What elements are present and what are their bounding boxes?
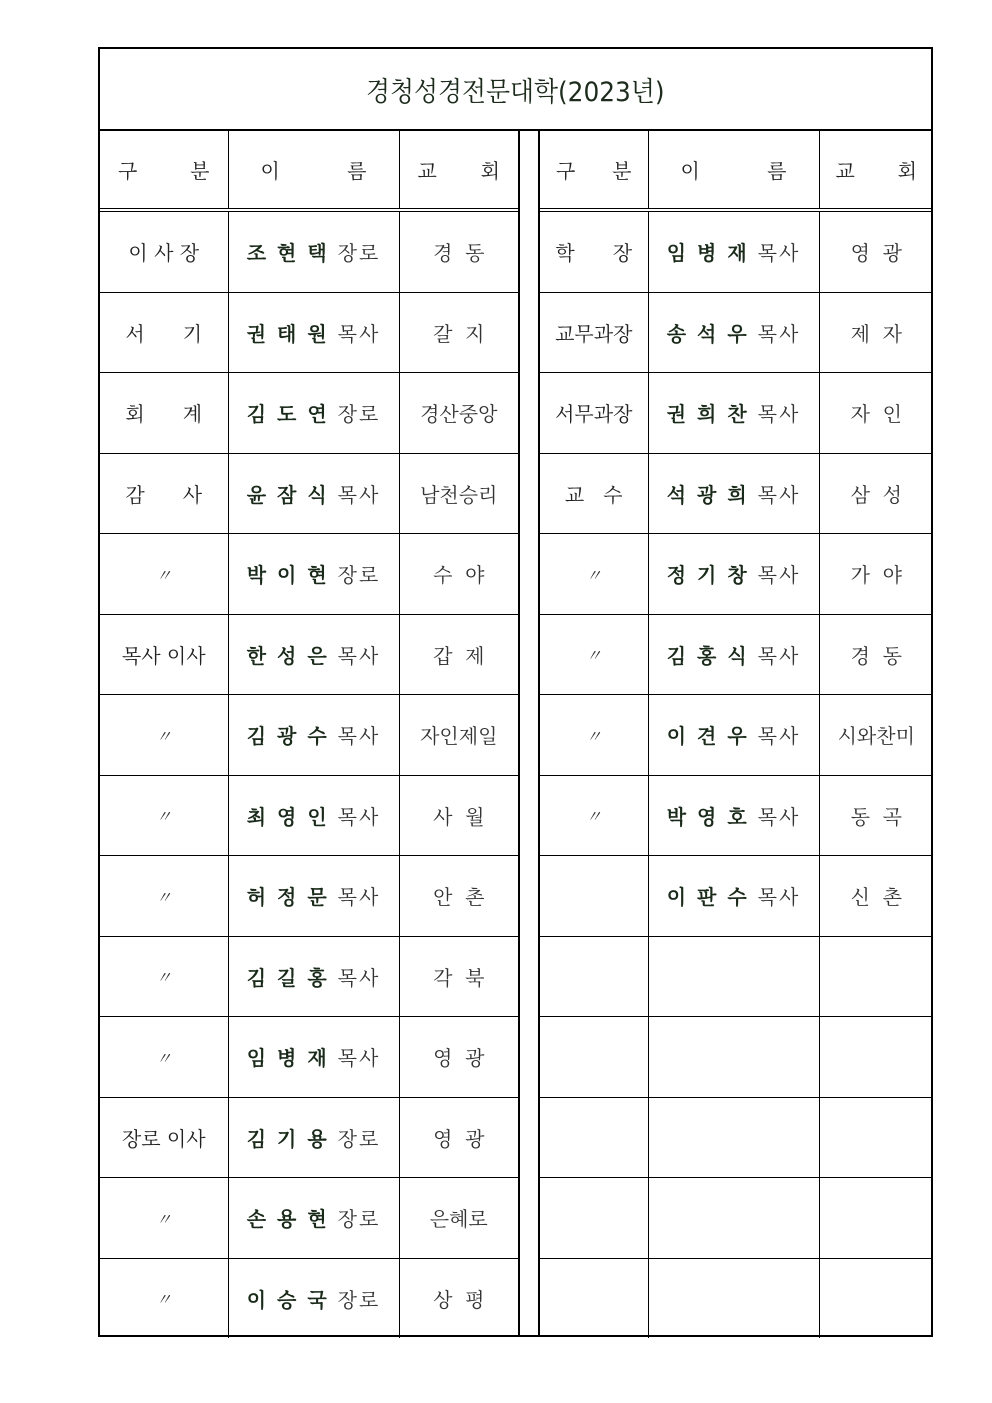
church-cell: 영 광	[399, 1097, 518, 1178]
table-row	[540, 1178, 933, 1259]
table-row	[100, 453, 518, 534]
church-cell: 은혜로	[399, 1178, 518, 1259]
header-category: 구 분	[540, 130, 648, 210]
person-title: 장로	[337, 241, 381, 266]
category-cell: 〃	[100, 856, 228, 937]
category-cell: 서무과장	[540, 373, 648, 454]
header-church: 교 회	[399, 130, 518, 210]
person-title: 목사	[757, 724, 801, 749]
church-cell	[819, 1017, 933, 1098]
person-name: 조현택	[246, 241, 338, 266]
category-cell	[540, 1258, 648, 1338]
header-church: 교 회	[819, 130, 933, 210]
church-cell: 삼 성	[819, 453, 933, 534]
person-title: 목사	[757, 241, 801, 266]
name-cell	[648, 695, 819, 776]
category-cell: 학 장	[540, 210, 648, 292]
person-title: 장로	[337, 402, 381, 427]
name-cell	[228, 1017, 399, 1098]
table-row	[540, 695, 933, 776]
table-row	[540, 534, 933, 615]
person-title: 목사	[337, 724, 381, 749]
name-cell	[648, 373, 819, 454]
person-title: 목사	[757, 804, 801, 829]
category-cell: 〃	[100, 936, 228, 1017]
church-cell: 갈 지	[399, 292, 518, 373]
church-cell: 시와찬미	[819, 695, 933, 776]
person-name: 김도연	[246, 402, 338, 427]
category-cell: 〃	[100, 534, 228, 615]
person-title: 목사	[337, 321, 381, 346]
person-name: 권태원	[246, 321, 338, 346]
person-name: 임병재	[666, 241, 758, 266]
person-title: 목사	[757, 563, 801, 588]
person-title: 목사	[337, 482, 381, 507]
church-cell: 제 자	[819, 292, 933, 373]
name-cell	[648, 1258, 819, 1338]
table-row	[540, 856, 933, 937]
church-cell: 경 동	[819, 614, 933, 695]
person-name: 최영인	[246, 804, 338, 829]
table-row	[100, 373, 518, 454]
church-cell: 사 월	[399, 775, 518, 856]
church-cell: 영 광	[399, 1017, 518, 1098]
category-cell	[540, 856, 648, 937]
person-title: 목사	[337, 643, 381, 668]
category-cell: 〃	[540, 534, 648, 615]
name-cell	[648, 614, 819, 695]
person-name: 김기용	[246, 1126, 338, 1151]
person-name: 한성은	[246, 643, 338, 668]
category-cell: 교무과장	[540, 292, 648, 373]
roster-document	[98, 47, 933, 1337]
person-name: 송석우	[666, 321, 758, 346]
church-cell: 경산중앙	[399, 373, 518, 454]
category-cell: 〃	[100, 1178, 228, 1259]
table-row	[540, 292, 933, 373]
name-cell	[648, 292, 819, 373]
table-row	[100, 292, 518, 373]
name-cell	[648, 534, 819, 615]
category-cell: 교 수	[540, 453, 648, 534]
church-cell: 각 북	[399, 936, 518, 1017]
document-title: 경청성경전문대학(2023년)	[366, 76, 665, 108]
person-name: 김광수	[246, 724, 338, 749]
person-title: 목사	[337, 1046, 381, 1071]
church-cell: 상 평	[433, 1287, 485, 1312]
category-cell: 〃	[540, 614, 648, 695]
table-row	[540, 936, 933, 1017]
name-cell	[228, 856, 399, 937]
person-title: 장로	[337, 1287, 381, 1312]
church-cell: 자인제일	[399, 695, 518, 776]
category-cell: 〃	[540, 695, 648, 776]
header-row	[540, 130, 933, 210]
person-title: 장로	[337, 1126, 381, 1151]
name-cell	[228, 1258, 399, 1338]
name-cell	[228, 695, 399, 776]
person-title: 목사	[337, 804, 381, 829]
name-cell	[228, 1178, 399, 1259]
person-name: 이견우	[666, 724, 758, 749]
table-row	[540, 1097, 933, 1178]
category-cell: 서 기	[100, 292, 228, 373]
person-name: 박이현	[246, 563, 338, 588]
table-row	[100, 1017, 518, 1098]
church-cell: 가 야	[819, 534, 933, 615]
table-row	[100, 1097, 518, 1178]
name-cell	[228, 210, 399, 292]
church-cell: 자 인	[819, 373, 933, 454]
table-row	[540, 210, 933, 292]
header-name: 이 름	[648, 130, 819, 210]
name-cell	[648, 1178, 819, 1259]
table-row	[100, 1258, 518, 1338]
left-roster-table	[100, 130, 520, 1337]
name-cell	[228, 534, 399, 615]
category-cell: 장로 이사	[100, 1097, 228, 1178]
church-cell: 경 동	[399, 210, 518, 292]
person-name: 이판수	[666, 885, 758, 910]
category-cell: 목사 이사	[100, 614, 228, 695]
category-cell: 이 사 장	[100, 210, 228, 292]
table-row	[540, 1258, 933, 1338]
category-cell: 감 사	[100, 453, 228, 534]
name-cell	[648, 856, 819, 937]
category-cell: 회 계	[100, 373, 228, 454]
name-cell	[228, 373, 399, 454]
name-cell	[228, 775, 399, 856]
title-row	[100, 49, 931, 131]
category-cell	[540, 1097, 648, 1178]
person-name: 윤잠식	[246, 482, 338, 507]
category-cell	[540, 1017, 648, 1098]
person-name: 김길홍	[246, 965, 338, 990]
table-row	[100, 856, 518, 937]
church-cell: 안 촌	[399, 856, 518, 937]
name-cell	[648, 936, 819, 1017]
category-cell: 〃	[100, 695, 228, 776]
person-name: 박영호	[666, 804, 758, 829]
name-cell	[228, 936, 399, 1017]
table-row	[540, 614, 933, 695]
person-name: 이승국	[246, 1287, 338, 1312]
person-title: 목사	[337, 965, 381, 990]
category-cell: 〃	[100, 775, 228, 856]
person-title: 장로	[337, 1207, 381, 1232]
church-cell: 동 곡	[819, 775, 933, 856]
person-name: 석광희	[666, 482, 758, 507]
table-row	[540, 453, 933, 534]
church-cell: 수 야	[399, 534, 518, 615]
church-cell: 갑 제	[399, 614, 518, 695]
table-row	[100, 1178, 518, 1259]
table-row	[100, 936, 518, 1017]
name-cell	[648, 1097, 819, 1178]
table-row	[100, 695, 518, 776]
category-cell	[540, 1178, 648, 1259]
name-cell	[648, 210, 819, 292]
name-cell	[648, 1017, 819, 1098]
table-row	[100, 775, 518, 856]
table-row	[100, 614, 518, 695]
person-title: 장로	[337, 563, 381, 588]
header-name: 이 름	[228, 130, 399, 210]
church-cell: 남천승리	[399, 453, 518, 534]
table-row	[100, 534, 518, 615]
right-roster-table	[538, 130, 933, 1337]
category-cell	[540, 936, 648, 1017]
person-name: 김홍식	[666, 643, 758, 668]
header-row	[100, 130, 518, 210]
church-cell: 영 광	[819, 210, 933, 292]
category-cell: 〃	[100, 1017, 228, 1098]
person-name: 정기창	[666, 563, 758, 588]
church-cell: 신 촌	[819, 856, 933, 937]
name-cell	[648, 453, 819, 534]
name-cell	[228, 292, 399, 373]
table-row	[540, 775, 933, 856]
person-title: 목사	[757, 482, 801, 507]
name-cell	[228, 614, 399, 695]
person-title: 목사	[757, 321, 801, 346]
church-cell	[819, 1258, 933, 1338]
header-category: 구 분	[100, 130, 228, 210]
name-cell	[648, 775, 819, 856]
category-cell: 〃	[540, 775, 648, 856]
person-title: 목사	[337, 885, 381, 910]
person-title: 목사	[757, 885, 801, 910]
church-cell	[819, 1178, 933, 1259]
table-row	[540, 1017, 933, 1098]
name-cell	[228, 1097, 399, 1178]
person-title: 목사	[757, 402, 801, 427]
person-title: 목사	[757, 643, 801, 668]
category-cell: 〃	[100, 1258, 228, 1338]
table-row	[100, 210, 518, 292]
name-cell	[228, 453, 399, 534]
person-name: 권희찬	[666, 402, 758, 427]
church-cell	[819, 936, 933, 1017]
person-name: 허정문	[246, 885, 338, 910]
church-cell	[819, 1097, 933, 1178]
person-name: 임병재	[246, 1046, 338, 1071]
table-row	[540, 373, 933, 454]
person-name: 손용현	[246, 1207, 338, 1232]
